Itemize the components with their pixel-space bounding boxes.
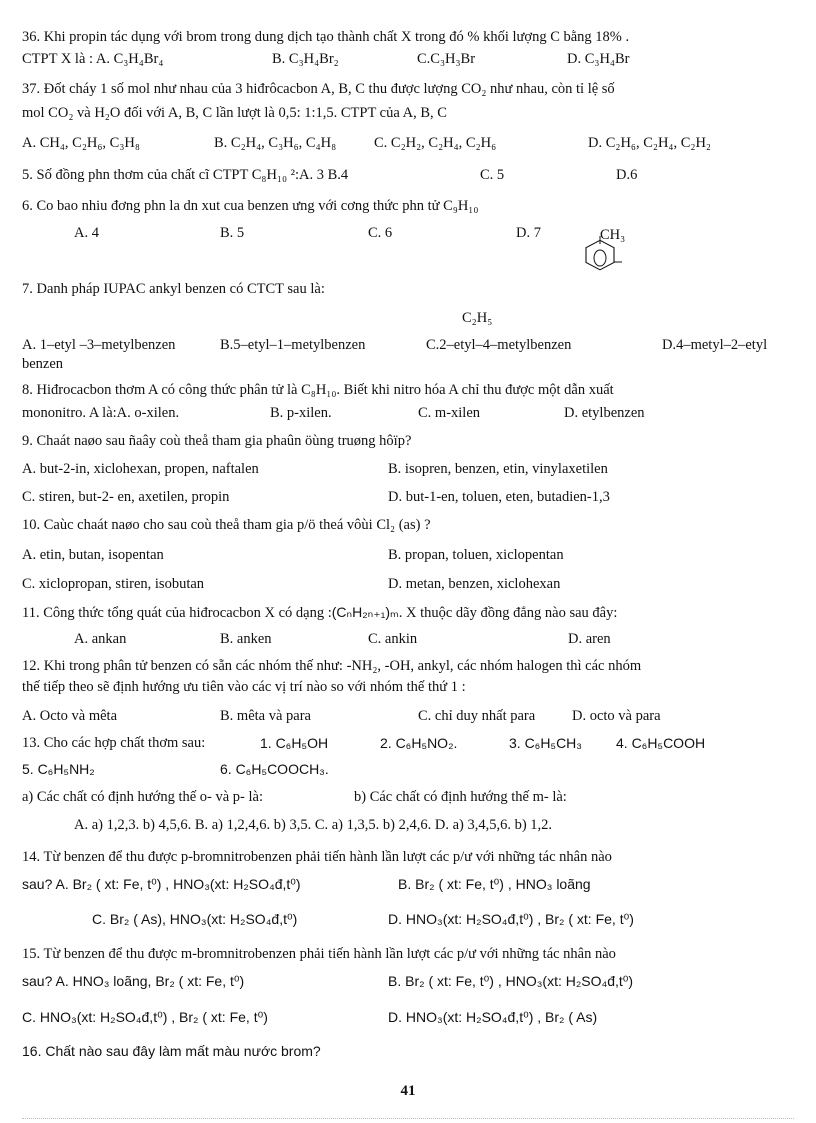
q12-option-a: A. Octo và mêta [22, 708, 118, 724]
q9-stem: 9. Chaát naøo sau ñaây coù theå tham gia phaûn öùng truøng hôïp? [22, 433, 412, 449]
q11-formula: (CₙH₂ₙ₊₁)ₘ [331, 604, 399, 620]
q13-item-2: 2. C₆H₅NO₂. [380, 735, 458, 751]
q14-option-b: B. Br₂ ( xt: Fe, t⁰) , HNO₃ loãng [398, 876, 591, 892]
q36-option-c: C.C₃H₃Br [417, 51, 476, 67]
q14-option-d: D. HNO₃(xt: H₂SO₄đ,t⁰) , Br₂ ( xt: Fe, t⁰) [388, 911, 634, 927]
q36-stem: 36. Khi propin tác dụng với brom trong dung dịch tạo thành chất X trong đó % khối lượng C bằng 18% . [22, 29, 630, 45]
q37-option-b: B. C₂H₄, C₃H₆, C₄H₈ [214, 135, 337, 151]
q11-option-c: C. ankin [368, 631, 418, 647]
q8-stem: 8. Hiđrocacbon thơm A có công thức phân tử là C₈H₁₀. Biết khi nitro hóa A chỉ thu được một dẫn xuất [22, 382, 614, 398]
q7-stem: 7. Danh pháp IUPAC ankyl benzen có CTCT sau là: [22, 281, 325, 297]
q36-option-b: B. C₃H₄Br₂ [272, 51, 339, 67]
q13-stem: 13. Cho các hợp chất thơm sau: [22, 735, 206, 751]
q11-stem-text: 11. Công thức tổng quát của hiđrocacbon X có dạng : [22, 605, 332, 621]
q15-option-d: D. HNO₃(xt: H₂SO₄đ,t⁰) , Br₂ ( As) [388, 1009, 598, 1025]
q15-option-c: C. HNO₃(xt: H₂SO₄đ,t⁰) , Br₂ ( xt: Fe, t⁰) [22, 1009, 268, 1025]
q6-option-c: C. 6 [368, 225, 393, 241]
q37-option-a: A. CH₄, C₂H₆, C₃H₈ [22, 135, 140, 151]
q10-option-d: D. metan, benzen, xiclohexan [388, 576, 561, 592]
q13-part-b: b) Các chất có định hướng thế m- là: [354, 789, 567, 805]
q6-option-b: B. 5 [220, 225, 245, 241]
q12-option-b: B. mêta và para [220, 708, 311, 724]
q6-option-a: A. 4 [74, 225, 99, 241]
q7-option-d-cont: benzen [22, 356, 64, 372]
q11-option-d: D. aren [568, 631, 611, 647]
q14-option-a: sau? A. Br₂ ( xt: Fe, t⁰) , HNO₃(xt: H₂SO₄đ,t⁰) [22, 876, 301, 892]
q13-item-4: 4. C₆H₅COOH [616, 735, 706, 751]
q37-option-c: C. C₂H₂, C₂H₄, C₂H₆ [374, 135, 497, 151]
q36-option-a: CTPT X là : A. C₃H₄Br₄ [22, 51, 164, 67]
q12-option-c: C. chỉ duy nhất para [418, 708, 536, 724]
q11-stem [22, 603, 617, 622]
q7-option-a: A. 1–etyl –3–metylbenzen [22, 337, 176, 353]
q9-option-a: A. but-2-in, xiclohexan, propen, naftalen [22, 461, 259, 477]
q8-option-b: B. p-xilen. [270, 405, 332, 421]
q12-stem-line1: 12. Khi trong phân tử benzen có sẵn các nhóm thế như: -NH₂, -OH, ankyl, các nhóm halogen thì các nhóm [22, 658, 642, 674]
q13-item-6: 6. C₆H₅COOCH₃. [220, 761, 329, 777]
q10-option-b: B. propan, toluen, xiclopentan [388, 547, 564, 563]
q5-option-c: C. 5 [480, 167, 505, 183]
q7-option-c: C.2–etyl–4–metylbenzen [426, 337, 572, 353]
q7-option-b: B.5–etyl–1–metylbenzen [220, 337, 366, 353]
q10-stem: 10. Caùc chaát naøo cho sau coù theå tham gia p/ö theá vôùi Cl₂ (as) ? [22, 517, 431, 533]
q16-stem: 16. Chất nào sau đây làm mất màu nước brom? [22, 1043, 321, 1059]
q13-options: A. a) 1,2,3. b) 4,5,6. B. a) 1,2,4,6. b) 3,5. C. a) 1,3,5. b) 2,4,6. D. a) 3,4,5,6. b) 1,2. [74, 817, 553, 833]
q12-stem-line2: thế tiếp theo sẽ định hướng ưu tiên vào các vị trí nào so với nhóm thế thứ 1 : [22, 679, 466, 695]
q9-option-b: B. isopren, benzen, etin, vinylaxetilen [388, 461, 608, 477]
footer-divider [22, 1118, 794, 1119]
page-number: 41 [400, 1083, 416, 1099]
q6-option-d: D. 7 [516, 225, 541, 241]
q11-option-a: A. ankan [74, 631, 127, 647]
q15-stem: 15. Từ benzen để thu được m-bromnitrobenzen phải tiến hành lần lượt các p/ư với những tác nhân nào [22, 946, 616, 962]
benzene-ring-icon [570, 236, 630, 276]
q15-option-b: B. Br₂ ( xt: Fe, t⁰) , HNO₃(xt: H₂SO₄đ,t⁰) [388, 973, 634, 989]
q11-stem-tail: . X thuộc dãy đồng đẳng nào sau đây: [398, 605, 618, 621]
q13-part-a: a) Các chất có định hướng thế o- và p- là: [22, 789, 263, 805]
q13-item-3: 3. C₆H₅CH₃ [509, 735, 582, 751]
q13-item-5: 5. C₆H₅NH₂ [22, 761, 95, 777]
q10-option-a: A. etin, butan, isopentan [22, 547, 164, 563]
q8-option-c: C. m-xilen [418, 405, 481, 421]
q8-option-d: D. etylbenzen [564, 405, 645, 421]
q37-stem-line1: 37. Đốt cháy 1 số mol như nhau của 3 hiđrôcacbon A, B, C thu được lượng CO₂ như nhau, còn tỉ lệ số [22, 81, 615, 97]
q6-stem: 6. Co bao nhiu đơng phn la dn xut cua benzen ưng với cơng thức phn tử C₉H₁₀ [22, 198, 479, 214]
q11-option-b: B. anken [220, 631, 272, 647]
q5-stem: 5. Số đồng phn thơm của chất cĩ CTPT C₈H₁₀ ²:A. 3 B.4 [22, 167, 349, 183]
q13-item-1: 1. C₆H₅OH [260, 735, 329, 751]
q12-option-d: D. octo và para [572, 708, 661, 724]
q37-stem-line2: mol CO₂ và H₂O đối với A, B, C lần lượt là 0,5: 1:1,5. CTPT của A, B, C [22, 105, 447, 121]
q9-option-d: D. but-1-en, toluen, eten, butadien-1,3 [388, 489, 610, 505]
q8-option-a: mononitro. A là:A. o-xilen. [22, 405, 180, 421]
q37-option-d: D. C₂H₆, C₂H₄, C₂H₂ [588, 135, 711, 151]
q7-structure-label: C₂H₅ [462, 310, 493, 326]
q14-stem: 14. Từ benzen để thu được p-bromnitrobenzen phải tiến hành lần lượt các p/ư với những tác nhân nào [22, 849, 612, 865]
q14-option-c: C. Br₂ ( As), HNO₃(xt: H₂SO₄đ,t⁰) [92, 911, 298, 927]
q36-option-d: D. C₃H₄Br [567, 51, 630, 67]
q6-structure-ch3: CH₃ [600, 227, 626, 243]
q5-option-d: D.6 [616, 167, 638, 183]
q15-option-a: sau? A. HNO₃ loãng, Br₂ ( xt: Fe, t⁰) [22, 973, 245, 989]
q10-option-c: C. xiclopropan, stiren, isobutan [22, 576, 205, 592]
q9-option-c: C. stiren, but-2- en, axetilen, propin [22, 489, 230, 505]
q7-option-d: D.4–metyl–2–etyl [662, 337, 768, 353]
